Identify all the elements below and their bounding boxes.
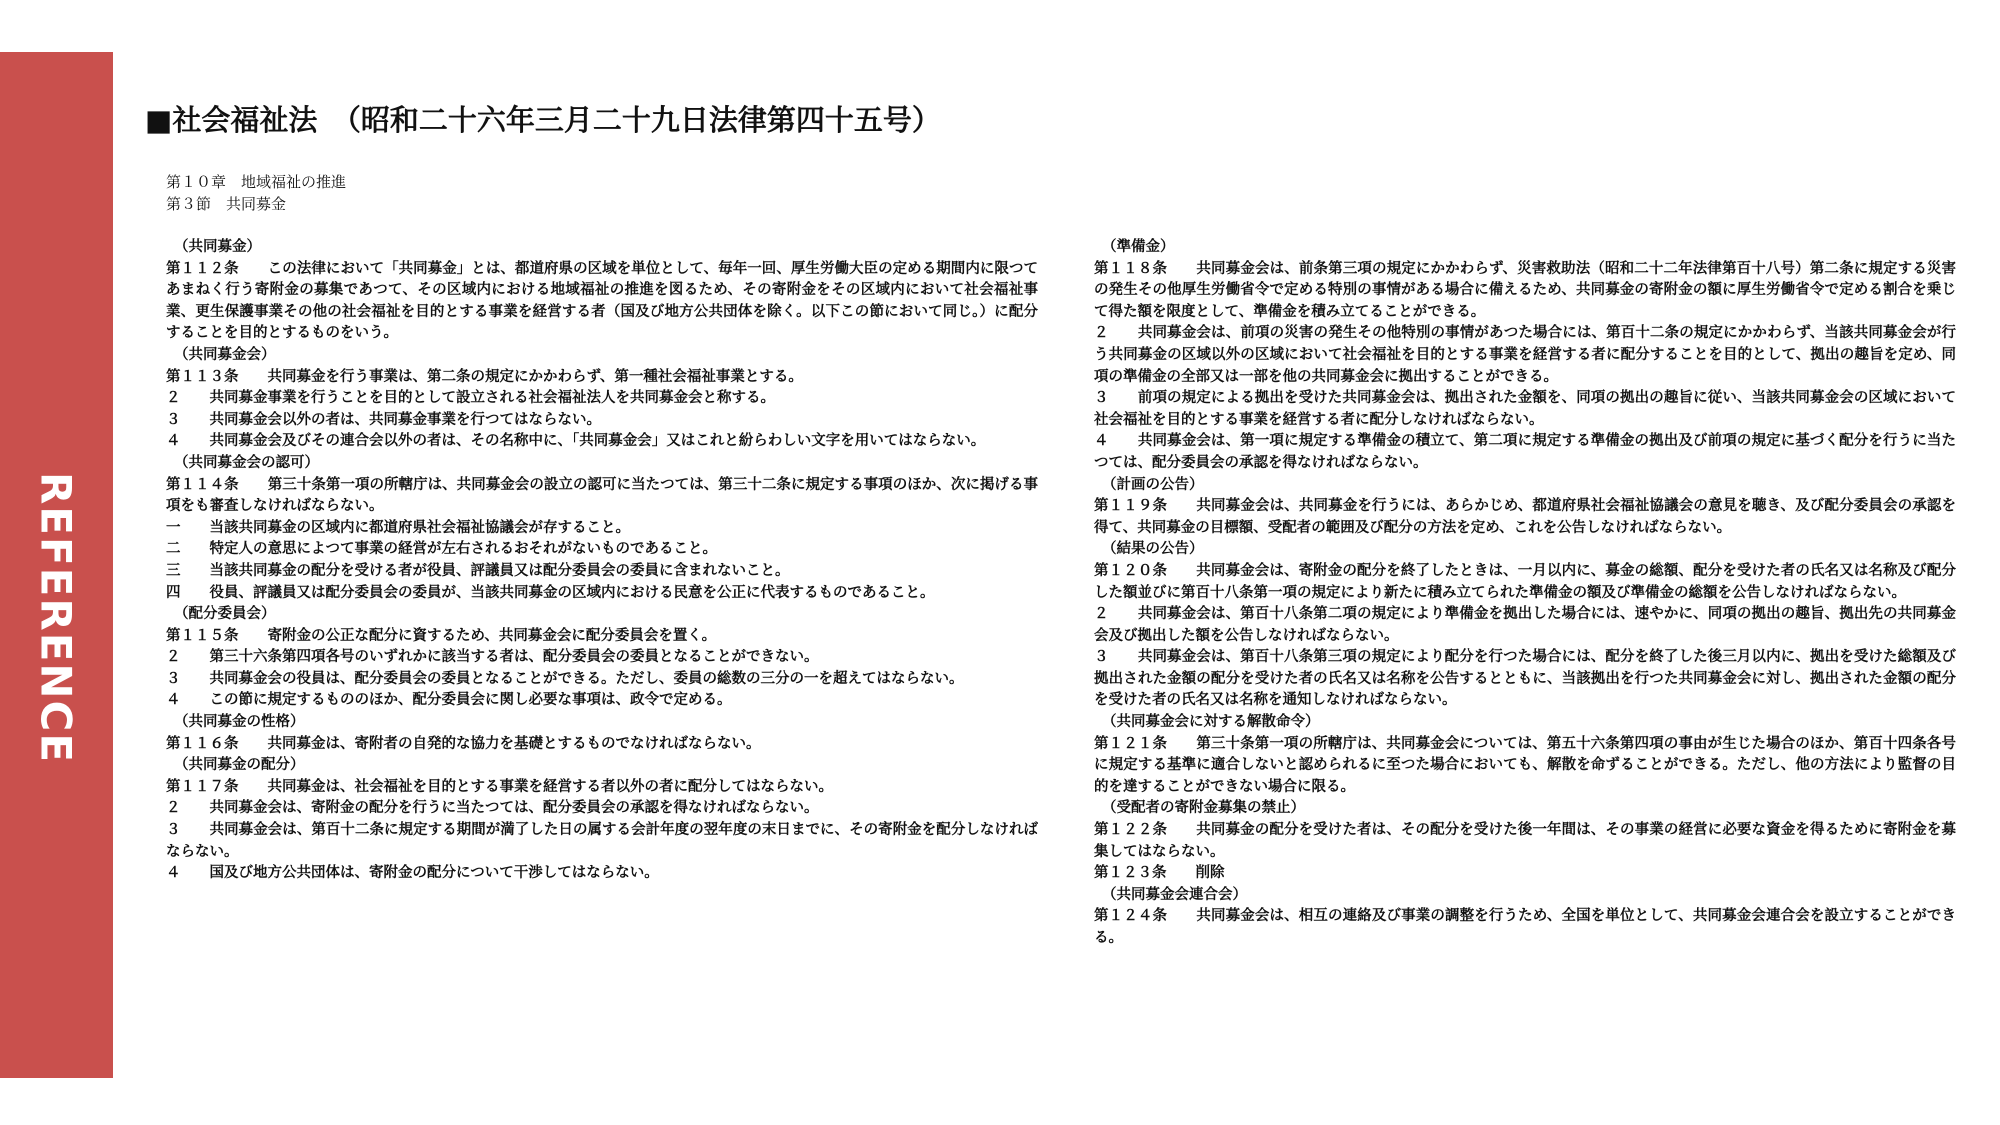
article-paragraph: 第１１９条 共同募金会は、共同募金を行うには、あらかじめ、都道府県社会福祉協議会の意見を聴き、及び配分委員会の承認を得て、共同募金の目標額、受配者の範囲及び配分の方法を定め、これを公告しなければならない。 [1094,497,1956,536]
article-paragraph: 第１１４条 第三十条第一項の所轄庁は、共同募金会の設立の認可に当たつては、第三十二条に規定する事項のほか、次に掲げる事項をも審査しなければならない。 [166,475,1038,515]
article-paragraph: 第１１２条 この法律において「共同募金」とは、都道府県の区域を単位として、毎年一回、厚生労働大臣の定める期間内に限つてあまねく行う寄附金の募集であつて、その区域内における地域福祉の推進を図るため、その寄附金をその区域内において社会福祉事業、更生保護事業その他の社会福祉を目的とする事業を経営する者（国及び地方公共団体を除く。以下この節において同じ。）に配分することを目的とするものをいう。 [166,259,1038,342]
article-paragraph: 第１１７条 共同募金は、社会福祉を目的とする事業を経営する者以外の者に配分してはならない。 [166,777,833,795]
article-caption: （配分委員会） [174,605,276,623]
article-paragraph: ４ 共同募金会及びその連合会以外の者は、その名称中に、「共同募金会」又はこれと紛らわしい文字を用いてはならない。 [166,432,986,450]
article-caption: （共同募金会連合会） [1102,885,1247,903]
article-paragraph: ４ 国及び地方公共団体は、寄附金の配分について干渉してはならない。 [166,864,659,882]
chapter-heading [166,172,346,215]
sidebar-band [0,52,113,1078]
article-paragraph: 第１２０条 共同募金会は、寄附金の配分を終了したときは、一月以内に、募金の総額、配分を受けた者の氏名又は名称及び配分した額並びに第百十八条第一項の規定により新たに積み立てられた準備金の額及び準備金の総額を公告しなければならない。 [1094,561,1956,601]
article-paragraph: 第１１５条 寄附金の公正な配分に資するため、共同募金会に配分委員会を置く。 [166,626,717,644]
article-paragraph: ４ この節に規定するもののほか、配分委員会に関し必要な事項は、政令で定める。 [166,691,732,709]
left-column [166,236,1038,884]
article-caption: （共同募金） [174,238,261,255]
article-paragraph: 一 当該共同募金の区域内に都道府県社会福祉協議会が存すること。 [166,518,630,536]
section-line: 第３節 共同募金 [166,194,287,213]
article-paragraph: 第１１８条 共同募金会は、前条第三項の規定にかかわらず、災害救助法（昭和二十二年法律第百十八号）第二条に規定する災害の発生その他厚生労働省令で定める特別の事情がある場合に備えるため、共同募金の寄附金の額に厚生労働省令で定める割合を乗じて得た額を限度として、準備金を積み立てることができる。 [1094,259,1956,320]
article-paragraph: 第１１６条 共同募金は、寄附者の自発的な協力を基礎とするものでなければならない。 [166,734,761,752]
article-caption: （共同募金の性格） [174,713,305,731]
article-caption: （共同募金会の認可） [174,453,319,471]
article-paragraph: ２ 共同募金会は、第百十八条第二項の規定により準備金を拠出した場合には、速やかに、同項の拠出の趣旨、拠出先の共同募金会及び拠出した額を公告しなければならない。 [1094,605,1956,644]
article-paragraph: ３ 共同募金会の役員は、配分委員会の委員となることができる。ただし、委員の総数の三分の一を超えてはならない。 [166,669,964,687]
article-caption: （共同募金の配分） [174,756,305,774]
right-column [1094,236,1956,949]
article-paragraph: ３ 前項の規定による拠出を受けた共同募金会は、拠出された金額を、同項の拠出の趣旨に従い、当該共同募金会の区域において社会福祉を目的とする事業を経営する者に配分しなければならない。 [1094,389,1956,428]
article-paragraph: ３ 共同募金会以外の者は、共同募金事業を行つてはならない。 [166,410,601,428]
article-paragraph: 第１２２条 共同募金の配分を受けた者は、その配分を受けた後一年間は、その事業の経営に必要な資金を得るために寄附金を募集してはならない。 [1094,821,1956,860]
article-caption: （計画の公告） [1102,475,1204,493]
article-paragraph: 第１１３条 共同募金を行う事業は、第二条の規定にかかわらず、第一種社会福祉事業とする。 [166,367,803,385]
article-paragraph: ２ 第三十六条第四項各号のいずれかに該当する者は、配分委員会の委員となることができない。 [166,648,819,666]
article-caption: （結果の公告） [1102,540,1204,558]
article-paragraph: ２ 共同募金会は、寄附金の配分を行うに当たつては、配分委員会の承認を得なければならない。 [166,799,819,817]
article-caption: （共同募金会に対する解散命令） [1102,713,1320,731]
article-caption: （共同募金会） [174,345,276,363]
article-paragraph: ４ 共同募金会は、第一項に規定する準備金の積立て、第二項に規定する準備金の拠出及び前項の規定に基づく配分を行うに当たつては、配分委員会の承認を得なければならない。 [1094,432,1956,471]
article-paragraph: ３ 共同募金会は、第百十八条第三項の規定により配分を行つた場合には、配分を終了した後三月以内に、拠出を受けた総額及び拠出された金額の配分を受けた者の氏名又は名称を公告するとともに、当該拠出を行つた共同募金会に対し、拠出された金額の配分を受けた者の氏名又は名称を通知しなければならない。 [1094,648,1956,709]
article-paragraph: 四 役員、評議員又は配分委員会の委員が、当該共同募金の区域内における民意を公正に代表するものであること。 [166,583,935,601]
article-paragraph: ３ 共同募金会は、第百十二条に規定する期間が満了した日の属する会計年度の翌年度の末日までに、その寄附金を配分しなければならない。 [166,821,1038,860]
article-paragraph: 二 特定人の意思によつて事業の経営が左右されるおそれがないものであること。 [166,540,717,558]
article-caption: （準備金） [1102,238,1175,255]
article-caption: （受配者の寄附金募集の禁止） [1102,799,1305,817]
article-paragraph: 三 当該共同募金の配分を受ける者が役員、評議員又は配分委員会の委員に含まれないこと。 [166,561,790,579]
article-paragraph: 第１２４条 共同募金会は、相互の連絡及び事業の調整を行うため、全国を単位として、共同募金会連合会を設立することができる。 [1094,907,1956,946]
article-paragraph: ２ 共同募金会は、前項の災害の発生その他特別の事情があつた場合には、第百十二条の規定にかかわらず、当該共同募金会が行う共同募金の区域以外の区域において社会福祉を目的とする事業を経営する者に配分することを目的として、拠出の趣旨を定め、同項の準備金の全部又は一部を他の共同募金会に拠出することができる。 [1094,324,1956,385]
sidebar-label: REFERENCE [31,471,81,765]
article-paragraph: 第１２３条 削除 [1094,864,1225,882]
article-paragraph: 第１２１条 第三十条第一項の所轄庁は、共同募金会については、第五十六条第四項の事由が生じた場合のほか、第百十四条各号に規定する基準に適合しないと認められるに至つた場合においても、解散を命ずることができる。ただし、他の方法により監督の目的を達することができない場合に限る。 [1094,734,1956,795]
article-paragraph: ２ 共同募金事業を行うことを目的として設立される社会福祉法人を共同募金会と称する。 [166,389,775,407]
page-title: ■社会福祉法 （昭和二十六年三月二十九日法律第四十五号） [145,103,941,137]
chapter-line: 第１０章 地域福祉の推進 [166,173,347,191]
